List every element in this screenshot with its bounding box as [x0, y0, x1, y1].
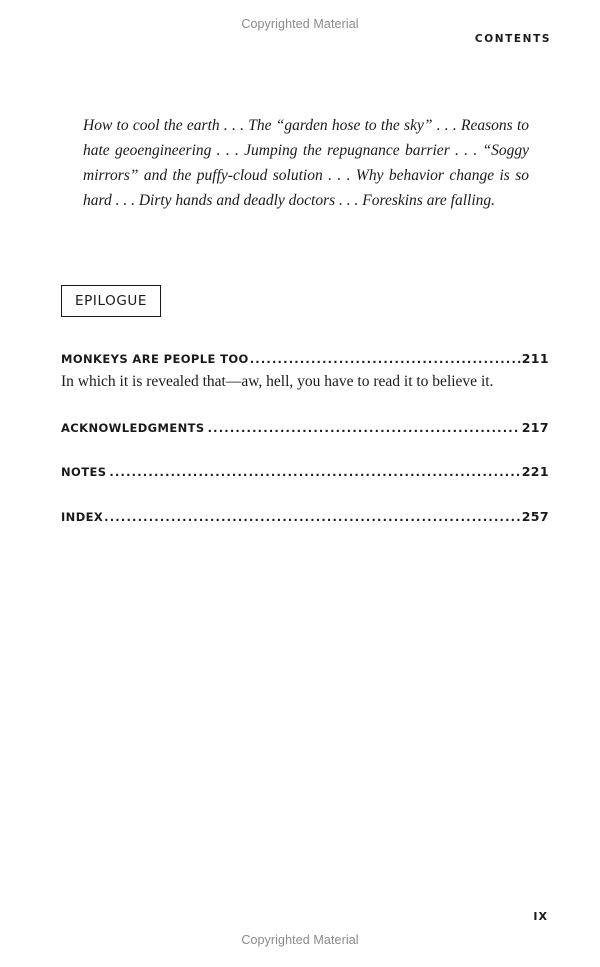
page-number: IX — [533, 910, 548, 923]
toc-entry-description: In which it is revealed that—aw, hell, you have to read it to believe it. — [61, 373, 494, 390]
dot-leader — [208, 421, 519, 435]
toc-entry-title: MONKEYS ARE PEOPLE TOO — [61, 352, 249, 366]
chapter-summary: How to cool the earth . . . The “garden hose to the sky” . . . Reasons to hate geoengineering . . . Jumping the repugnance barrier . . . “Soggy mirrors” and the puffy-cloud solution . . . Why behavior change is so hard . . . Dirty hands and deadly doctors . . . Foreskins are falling. — [83, 117, 529, 209]
toc-entry-notes[interactable] — [61, 464, 549, 479]
toc-entry-title: NOTES — [61, 465, 107, 479]
toc-entry-page: 221 — [521, 464, 549, 479]
dot-leader — [104, 510, 521, 524]
dot-leader — [250, 352, 521, 366]
toc-entry-page: 217 — [521, 420, 549, 435]
toc-entry-title: ACKNOWLEDGMENTS — [61, 421, 205, 435]
toc-entry-title: INDEX — [61, 510, 104, 524]
toc-entry-page: 257 — [521, 509, 549, 524]
toc-entry-index[interactable] — [61, 509, 549, 524]
running-head: CONTENTS — [474, 33, 551, 45]
copyright-watermark-top: Copyrighted Material — [241, 17, 359, 31]
dot-leader — [109, 465, 518, 479]
toc-entry-acknowledgments[interactable] — [61, 420, 549, 435]
copyright-watermark-bottom: Copyrighted Material — [241, 933, 359, 947]
epilogue-part-label: EPILOGUE — [61, 285, 161, 317]
toc-entry-monkeys[interactable] — [61, 351, 549, 366]
toc-entry-page: 211 — [521, 351, 549, 366]
